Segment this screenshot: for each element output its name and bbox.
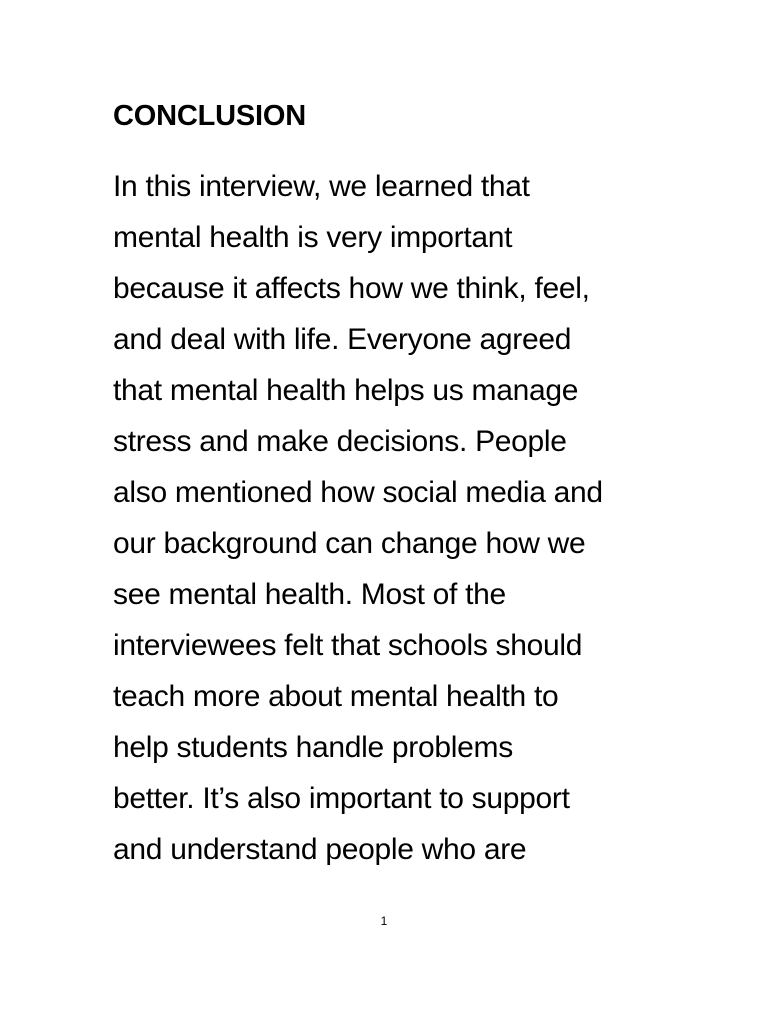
paragraph-line: also mentioned how social media and: [113, 476, 603, 509]
body-paragraph: [113, 161, 673, 875]
paragraph-line: and understand people who are: [113, 833, 527, 866]
paragraph-line: interviewees felt that schools should: [113, 629, 583, 662]
paragraph-line: and deal with life. Everyone agreed: [113, 323, 572, 356]
paragraph-line: help students handle problems: [113, 731, 513, 764]
paragraph-line: because it affects how we think, feel,: [113, 272, 590, 305]
paragraph-line: that mental health helps us manage: [113, 374, 579, 407]
paragraph-line: In this interview, we learned that: [113, 170, 530, 203]
section-heading: CONCLUSION: [113, 100, 306, 132]
paragraph-line: teach more about mental health to: [113, 680, 559, 713]
paragraph-line: better. It’s also important to support: [113, 782, 570, 815]
paragraph-line: our background can change how we: [113, 527, 586, 560]
paragraph-line: see mental health. Most of the: [113, 578, 506, 611]
page-number: 1: [380, 914, 388, 928]
paragraph-line: stress and make decisions. People: [113, 425, 567, 458]
paragraph-line: mental health is very important: [113, 221, 513, 254]
